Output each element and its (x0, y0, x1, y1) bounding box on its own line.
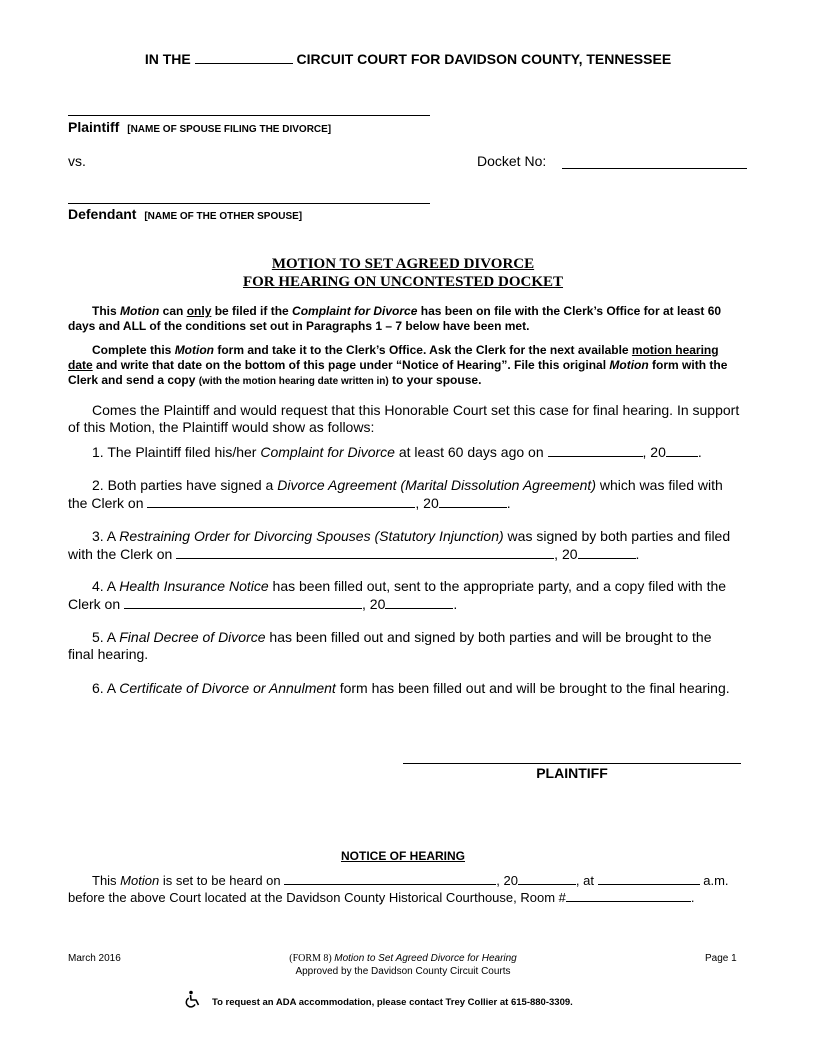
circuit-blank[interactable] (195, 50, 293, 64)
item-2: 2. Both parties have signed a Divorce Agreement (Marital Dissolution Agreement) which was filed with the Clerk on , 20 . (68, 477, 723, 511)
item-4-year-blank[interactable] (385, 595, 453, 609)
vs-label: vs. (68, 153, 86, 169)
notice-heading: NOTICE OF HEARING (340, 849, 465, 863)
hearing-time-blank[interactable] (598, 873, 700, 885)
defendant-label-row: Defendant [NAME OF THE OTHER SPOUSE] (68, 206, 303, 222)
notice-line-2: before the above Court located at the Davidson County Historical Courthouse, Room # . (68, 890, 695, 905)
item-1-date-blank[interactable] (548, 443, 643, 457)
docket-number-line[interactable] (562, 168, 747, 169)
item-6: 6. A Certificate of Divorce or Annulment form has been filled out and will be brought to the final hearing. (92, 680, 730, 696)
item-3: 3. A Restraining Order for Divorcing Spouses (Statutory Injunction) was signed by both parties and filed with the Clerk on , 20 . (68, 528, 731, 562)
room-number-blank[interactable] (566, 890, 691, 902)
notice-line-1: This Motion is set to be heard on , 20 , at a.m. (92, 873, 729, 888)
plaintiff-name-line[interactable] (68, 115, 430, 116)
item-2-year-blank[interactable] (439, 494, 507, 508)
footer-approved: Approved by the Davidson County Circuit Courts (295, 966, 511, 977)
footer-page: Page 1 (705, 953, 737, 964)
hearing-year-blank[interactable] (518, 873, 576, 885)
title-line-2: FOR HEARING ON UNCONTESTED DOCKET (242, 274, 564, 290)
court-header: IN THE CIRCUIT COURT FOR DAVIDSON COUNTY, TENNESSEE (144, 51, 672, 67)
intro-paragraph: Comes the Plaintiff and would request that this Honorable Court set this case for final hearing. In support of this Motion, the Plaintiff would show as follows: (68, 402, 740, 435)
item-3-year-blank[interactable] (578, 545, 636, 559)
item-2-date-blank[interactable] (147, 494, 415, 508)
ada-notice: To request an ADA accommodation, please contact Trey Collier at 615-880-3309. (212, 997, 573, 1008)
item-4: 4. A Health Insurance Notice has been filled out, sent to the appropriate party, and a copy filed with the Clerk on , 20 . (68, 578, 727, 612)
item-5: 5. A Final Decree of Divorce has been filled out and signed by both parties and will be brought to the final hearing. (68, 629, 712, 662)
docket-label: Docket No: (477, 153, 547, 169)
item-3-date-blank[interactable] (176, 545, 554, 559)
defendant-name-line[interactable] (68, 203, 430, 204)
accessibility-icon (184, 990, 202, 1008)
item-1: 1. The Plaintiff filed his/her Complaint for Divorce at least 60 days ago on , 20 . (92, 444, 702, 460)
plaintiff-signature-line[interactable] (403, 763, 741, 764)
title-line-1: MOTION TO SET AGREED DIVORCE (271, 256, 535, 272)
item-1-year-blank[interactable] (666, 443, 698, 457)
hearing-date-blank[interactable] (284, 873, 496, 885)
footer-date: March 2016 (68, 953, 121, 964)
signature-label: PLAINTIFF (536, 765, 608, 781)
footer-form: (FORM 8) Motion to Set Agreed Divorce for Hearing (289, 953, 517, 964)
plaintiff-label-row: Plaintiff [NAME OF SPOUSE FILING THE DIVORCE] (68, 119, 332, 135)
instruction-paragraph-1: This Motion can only be filed if the Complaint for Divorce has been on file with the Clerk’s Office for at least 60 days and ALL of the conditions set out in Paragraphs 1 – 7 below have been met. (68, 304, 722, 333)
item-4-date-blank[interactable] (124, 595, 362, 609)
instruction-paragraph-2: Complete this Motion form and take it to the Clerk’s Office. Ask the Clerk for the next available motion hearing date and write that date on the bottom of this page under “Notice of Hearing”. File this original Motion form with the Clerk and send a copy (with the motion hearing date written in) to your spouse. (68, 343, 728, 387)
